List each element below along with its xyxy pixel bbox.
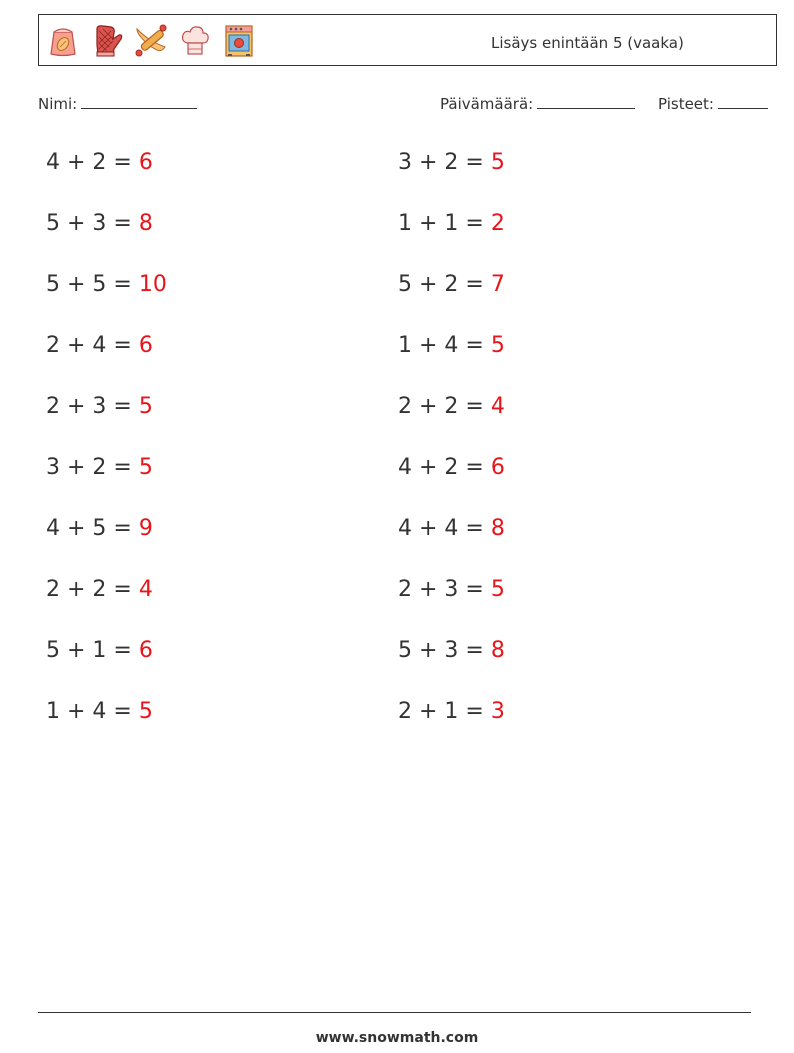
problem-question: 4 + 5 =	[46, 516, 139, 541]
problem-answer: 3	[490, 699, 505, 724]
chef-hat-icon	[177, 23, 213, 59]
problem-answer: 5	[490, 150, 505, 175]
problem-answer: 6	[138, 638, 153, 663]
problem-right-1	[398, 150, 505, 175]
problem-left-4	[46, 333, 153, 358]
problem-answer: 8	[490, 638, 505, 663]
problem-question: 2 + 3 =	[46, 394, 139, 419]
name-blank[interactable]	[81, 94, 197, 109]
problem-question: 4 + 2 =	[398, 455, 491, 480]
problem-right-5	[398, 394, 505, 419]
name-field	[38, 94, 197, 113]
problem-left-7	[46, 516, 153, 541]
problem-answer: 10	[138, 272, 167, 297]
problem-right-8	[398, 577, 505, 602]
date-label: Päivämäärä:	[440, 95, 534, 113]
problem-left-10	[46, 699, 153, 724]
problem-answer: 6	[138, 150, 153, 175]
problem-left-2	[46, 211, 153, 236]
problem-question: 3 + 2 =	[398, 150, 491, 175]
problem-right-6	[398, 455, 505, 480]
problem-question: 2 + 3 =	[398, 577, 491, 602]
rolling-pin-icon	[133, 23, 169, 59]
problem-left-3	[46, 272, 167, 297]
footer-site[interactable]: www.snowmath.com	[315, 1030, 479, 1046]
problem-left-6	[46, 455, 153, 480]
problem-right-2	[398, 211, 505, 236]
score-blank[interactable]	[718, 94, 768, 109]
problem-right-3	[398, 272, 505, 297]
problem-answer: 5	[138, 455, 153, 480]
problem-question: 2 + 2 =	[398, 394, 491, 419]
score-field	[658, 94, 768, 113]
problem-question: 1 + 1 =	[398, 211, 491, 236]
header-icons	[45, 23, 257, 59]
oven-mitt-icon	[89, 23, 125, 59]
worksheet-title: Lisäys enintään 5 (vaaka)	[491, 34, 684, 52]
oven-icon	[221, 23, 257, 59]
problem-question: 4 + 4 =	[398, 516, 491, 541]
problem-answer: 7	[490, 272, 505, 297]
problem-left-8	[46, 577, 153, 602]
problem-answer: 4	[490, 394, 505, 419]
problem-answer: 4	[138, 577, 153, 602]
footer-divider	[38, 1012, 751, 1013]
problem-answer: 5	[138, 699, 153, 724]
problem-answer: 6	[138, 333, 153, 358]
name-label: Nimi:	[38, 95, 78, 113]
problem-answer: 9	[138, 516, 153, 541]
problem-answer: 5	[490, 577, 505, 602]
problem-question: 5 + 3 =	[46, 211, 139, 236]
problem-question: 2 + 2 =	[46, 577, 139, 602]
date-field	[440, 94, 635, 113]
problem-answer: 8	[490, 516, 505, 541]
flour-bag-icon	[45, 23, 81, 59]
problem-right-7	[398, 516, 505, 541]
problem-answer: 5	[138, 394, 153, 419]
problem-answer: 5	[490, 333, 505, 358]
problem-question: 1 + 4 =	[398, 333, 491, 358]
problem-answer: 2	[490, 211, 505, 236]
problem-question: 2 + 4 =	[46, 333, 139, 358]
problem-question: 2 + 1 =	[398, 699, 491, 724]
date-blank[interactable]	[537, 94, 635, 109]
problem-answer: 8	[138, 211, 153, 236]
score-label: Pisteet:	[658, 95, 714, 113]
problem-question: 5 + 2 =	[398, 272, 491, 297]
problem-left-5	[46, 394, 153, 419]
problem-question: 3 + 2 =	[46, 455, 139, 480]
worksheet-header	[38, 14, 777, 66]
problem-question: 5 + 5 =	[46, 272, 139, 297]
problem-right-4	[398, 333, 505, 358]
problem-left-1	[46, 150, 153, 175]
problem-question: 4 + 2 =	[46, 150, 139, 175]
problem-right-9	[398, 638, 505, 663]
problem-question: 5 + 3 =	[398, 638, 491, 663]
problem-answer: 6	[490, 455, 505, 480]
problem-question: 1 + 4 =	[46, 699, 139, 724]
problem-right-10	[398, 699, 505, 724]
problem-left-9	[46, 638, 153, 663]
problem-question: 5 + 1 =	[46, 638, 139, 663]
